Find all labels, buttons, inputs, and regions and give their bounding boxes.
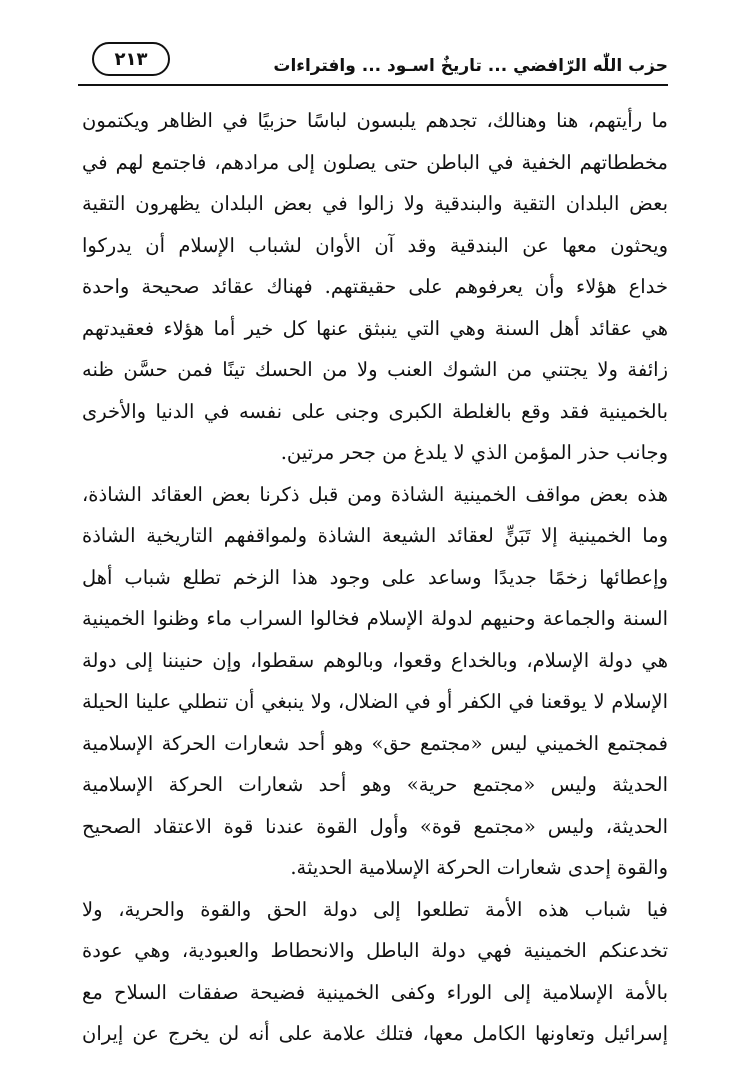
paragraph-last-line: والقوة إحدى شعارات الحركة الإسلامية الحديثة. bbox=[290, 856, 668, 879]
text-line: فمجتمع الخميني ليس «مجتمع حق» وهو أحد شعارات الحركة الإسلامية bbox=[82, 731, 668, 755]
text-line: زائفة ولا يجتني من الشوك العنب ولا من الحسك تينًا فمن حسَّن ظنه bbox=[82, 358, 668, 381]
text-line: بعض البلدان التقية والبندقية ولا زالوا في بعض البلدان يظهرون التقية bbox=[82, 192, 668, 215]
text-line: بالأمة الإسلامية إلى الوراء وكفى الخمينية فضيحة صفقات السلاح مع bbox=[82, 980, 668, 1004]
text-line: وإعطائها زخمًا جديدًا وساعد على وجود هذا الزخم تطلع شباب أهل bbox=[82, 565, 668, 589]
text-line: إسرائيل وتعاونها الكامل معها، فتلك علامة على أنه لن يخرج عن إيران bbox=[82, 1022, 668, 1045]
text-line: هي عقائد أهل السنة وهي التي ينبثق عنها كل خير أما هؤلاء فعقيدتهم bbox=[82, 316, 668, 340]
page-number-frame bbox=[92, 42, 170, 76]
body-text bbox=[82, 100, 668, 1055]
text-line: الحديثة وليس «مجتمع حرية» وهو أحد شعارات الحركة الإسلامية bbox=[82, 773, 668, 796]
text-line: تخدعنكم الخمينية فهي دولة الباطل والانحطاط والعبودية، وهي عودة bbox=[82, 939, 668, 962]
text-line: ما رأيتهم، هنا وهنالك، تجدهم يلبسون لباسًا حزبيًا في الظاهر ويكتمون bbox=[82, 109, 668, 132]
paragraph-last-line: وجانب حذر المؤمن الذي لا يلدغ من جحر مرتين. bbox=[280, 441, 668, 464]
running-header-title: حزب اللّٰه الرّافضي ... تاريخٌ اسـود ... وافتراءات bbox=[273, 56, 668, 76]
text-line: وما الخمينية إلا تَبَنٍّ لعقائد الشيعة الشاذة ولمواقفهم التاريخية الشاذة bbox=[82, 524, 668, 547]
text-line: خداع هؤلاء وأن يعرفوهم على حقيقتهم. فهناك عقائد صحيحة واحدة bbox=[82, 275, 668, 298]
header-divider bbox=[78, 84, 668, 86]
text-line: فيا شباب هذه الأمة تطلعوا إلى دولة الحق والقوة والحرية، ولا bbox=[82, 897, 668, 921]
text-line: الإسلام لا يوقعنا في الكفر أو في الضلال، ولا ينبغي أن تنطلي علينا الحيلة bbox=[82, 690, 668, 713]
text-line: هذه بعض مواقف الخمينية الشاذة ومن قبل ذكرنا بعض العقائد الشاذة، bbox=[82, 482, 668, 506]
page-header bbox=[78, 42, 668, 86]
text-line: هي دولة الإسلام، وبالخداع وقعوا، وبالوهم سقطوا، وإن حنيننا إلى دولة bbox=[82, 648, 668, 672]
text-line: مخططاتهم الخفية في الباطن حتى يصلون إلى مرادهم، فاجتمع لهم في bbox=[82, 150, 668, 174]
text-line: بالخمينية فقد وقع بالغلطة الكبرى وجنى على نفسه في الدنيا والأخرى bbox=[82, 399, 668, 423]
text-line: الحديثة، وليس «مجتمع قوة» وأول القوة عندنا قوة الاعتقاد الصحيح bbox=[82, 814, 668, 838]
page-number: ٢١٣ bbox=[114, 49, 148, 70]
text-line: السنة والجماعة وحنيهم لدولة الإسلام فخالوا السراب ماء وظنوا الخمينية bbox=[82, 607, 668, 630]
text-line: ويحثون معها عن البندقية وقد آن الأوان لشباب الإسلام أن يدركوا bbox=[82, 233, 668, 257]
